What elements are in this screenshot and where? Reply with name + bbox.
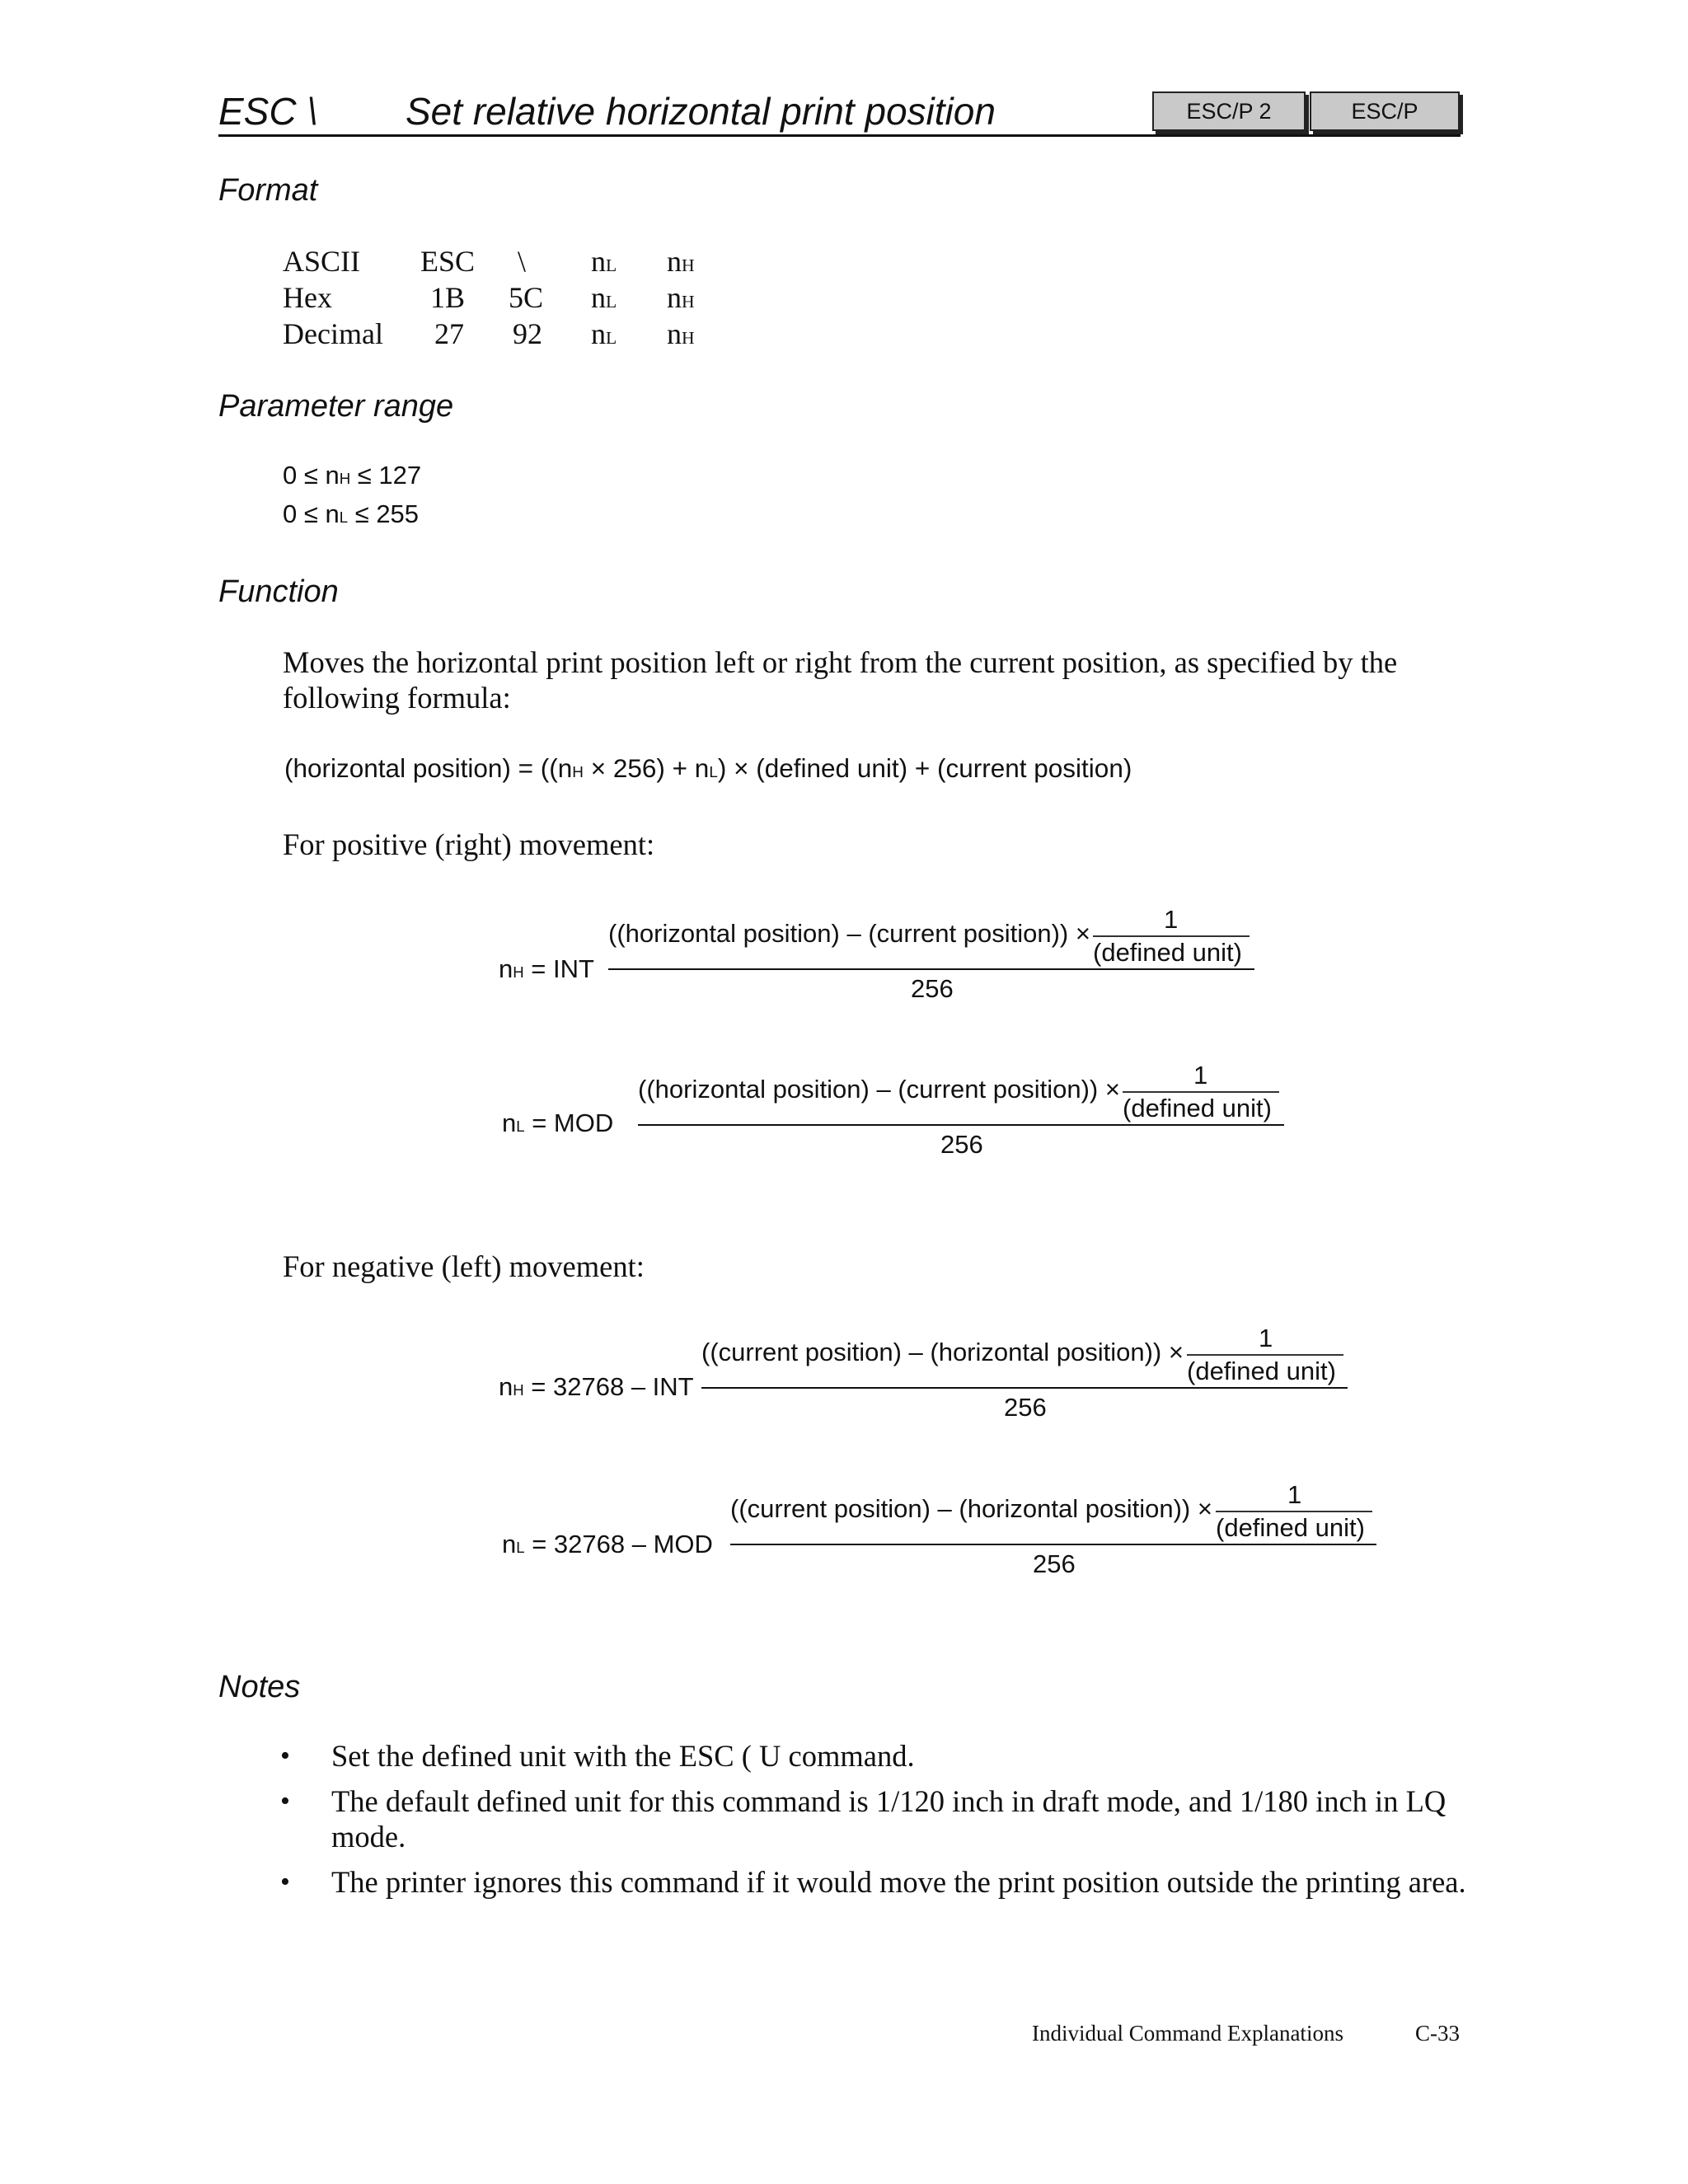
eq4-lhs: nL = 32768 – MOD	[502, 1530, 713, 1558]
eq2-one: 1	[1193, 1061, 1208, 1090]
page-title: Set relative horizontal print position	[406, 90, 996, 133]
format-label-decimal: Decimal	[283, 317, 383, 350]
position-formula: (horizontal position) = ((nH × 256) + nL) × (defined unit) + (current position)	[284, 753, 1132, 783]
section-parameter-range-heading: Parameter range	[218, 389, 454, 424]
eq2-unit: (defined unit)	[1123, 1094, 1272, 1122]
format-decimal-c3: nL	[591, 317, 617, 350]
footer-page-number: C-33	[1415, 2021, 1460, 2046]
eq3-one: 1	[1259, 1324, 1273, 1352]
format-decimal-c2: 92	[513, 317, 542, 350]
note-item: The default defined unit for this command is 1/120 inch in draft mode, and 1/180 inch in LQ mode.	[331, 1784, 1447, 1854]
section-notes-heading: Notes	[218, 1670, 301, 1704]
format-ascii-c1: ESC	[420, 245, 476, 278]
positive-movement-label: For positive (right) movement:	[283, 827, 655, 861]
eq4-one: 1	[1287, 1480, 1302, 1509]
eq2-fraction-bar	[638, 1124, 1284, 1126]
format-ascii-c4: nH	[667, 245, 695, 278]
function-description: Moves the horizontal print position left or right from the current position, as specified by the following formula:	[283, 645, 1398, 715]
format-label-ascii: ASCII	[283, 245, 361, 278]
eq1-fraction-bar	[608, 968, 1254, 970]
eq4-unit: (defined unit)	[1216, 1513, 1365, 1542]
range-nh: 0 ≤ nH ≤ 127	[283, 461, 422, 490]
section-format-heading: Format	[218, 173, 318, 208]
format-ascii-c3: nL	[591, 245, 617, 278]
eq4-denominator: 256	[1033, 1549, 1076, 1578]
eq3-numerator: ((current position) – (horizontal position)) ×	[701, 1338, 1184, 1366]
note-bullet: •	[280, 1867, 290, 1897]
eq1-one: 1	[1164, 905, 1179, 934]
note-bullet: •	[280, 1741, 290, 1771]
note-item: The printer ignores this command if it would move the print position outside the printing area.	[331, 1865, 1466, 1899]
eq1-unit: (defined unit)	[1093, 938, 1242, 967]
format-hex-c2: 5C	[509, 281, 544, 314]
format-hex-c3: nL	[591, 281, 617, 314]
tag-escp: ESC/P	[1310, 91, 1460, 131]
note-item: Set the defined unit with the ESC ( U command.	[331, 1739, 915, 1773]
eq3-unit: (defined unit)	[1187, 1357, 1336, 1385]
note-bullet: •	[280, 1786, 290, 1816]
format-hex-c1: 1B	[430, 281, 466, 314]
footer-section-title: Individual Command Explanations	[1032, 2021, 1343, 2046]
eq1-numerator: ((horizontal position) – (current position)) ×	[608, 919, 1090, 948]
format-hex-c4: nH	[667, 281, 695, 314]
format-decimal-c1: 27	[434, 317, 464, 350]
eq3-denominator: 256	[1004, 1393, 1047, 1422]
eq2-denominator: 256	[940, 1130, 983, 1159]
eq1-denominator: 256	[911, 974, 954, 1003]
command-name: ESC \	[218, 90, 318, 133]
eq1-lhs: nH = INT	[499, 954, 594, 983]
format-ascii-c2: \	[518, 245, 527, 278]
format-decimal-c4: nH	[667, 317, 695, 350]
eq3-lhs: nH = 32768 – INT	[499, 1372, 694, 1401]
tag-escp2: ESC/P 2	[1152, 91, 1306, 131]
range-nl: 0 ≤ nL ≤ 255	[283, 499, 420, 528]
header-rule	[218, 134, 1461, 137]
eq4-numerator: ((current position) – (horizontal position)) ×	[730, 1494, 1212, 1523]
eq3-fraction-bar	[701, 1387, 1348, 1389]
eq4-fraction-bar	[730, 1544, 1376, 1545]
negative-movement-label: For negative (left) movement:	[283, 1249, 645, 1283]
eq2-lhs: nL = MOD	[502, 1108, 614, 1137]
section-function-heading: Function	[218, 574, 339, 609]
format-label-hex: Hex	[283, 281, 332, 314]
eq2-numerator: ((horizontal position) – (current position)) ×	[638, 1075, 1120, 1104]
